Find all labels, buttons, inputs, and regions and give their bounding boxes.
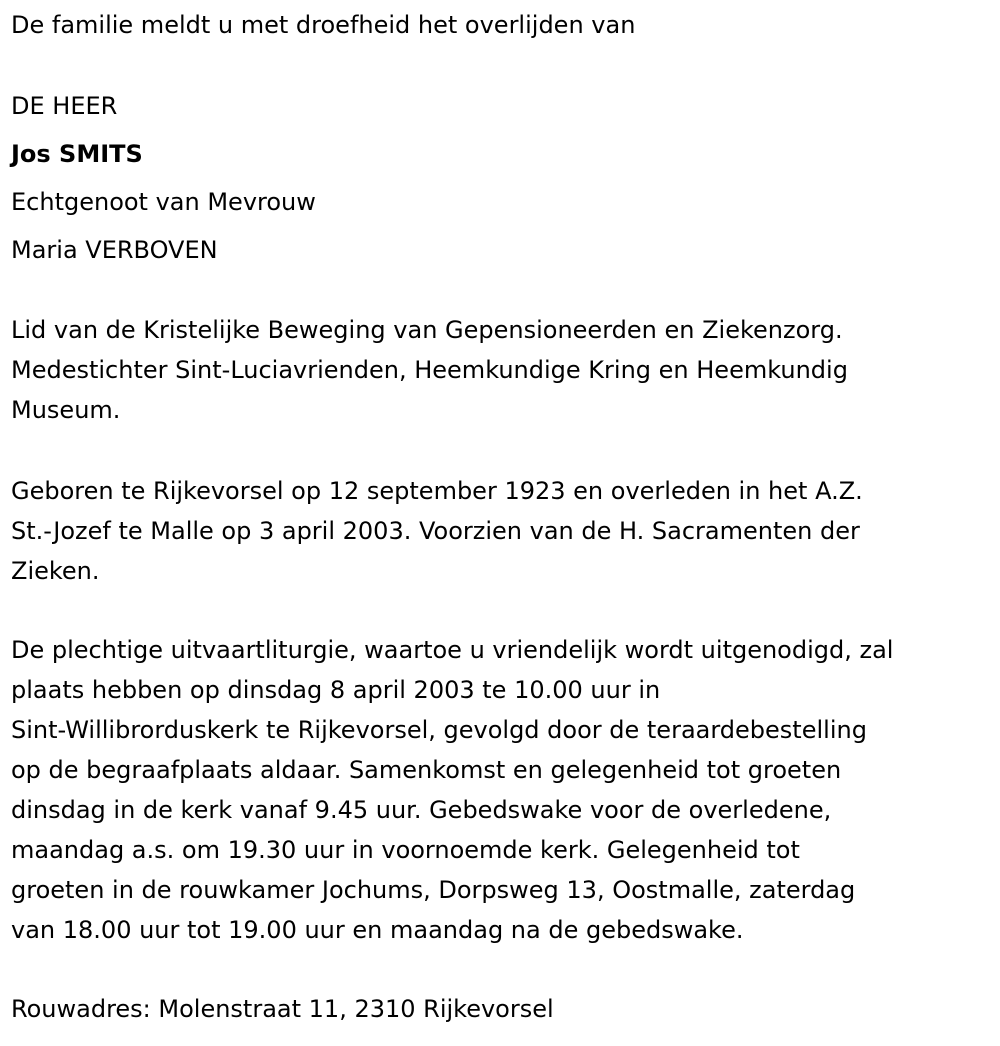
- memberships-line: Lid van de Kristelijke Beweging van Gepensioneerden en Ziekenzorg.: [11, 316, 843, 344]
- salutation: DE HEER: [11, 92, 118, 120]
- memberships-paragraph: [11, 310, 996, 430]
- funeral-paragraph: [11, 630, 996, 950]
- spouse-line-2: Maria VERBOVEN: [11, 236, 218, 264]
- funeral-line: De plechtige uitvaartliturgie, waartoe u vriendelijk wordt uitgenodigd, zal: [11, 636, 894, 664]
- funeral-line: maandag a.s. om 19.30 uur in voornoemde kerk. Gelegenheid tot: [11, 836, 800, 864]
- birth-death-paragraph: [11, 471, 996, 591]
- birth-death-line: Zieken.: [11, 557, 100, 585]
- memberships-line: Medestichter Sint-Luciavrienden, Heemkundige Kring en Heemkundig: [11, 356, 848, 384]
- intro-text: De familie meldt u met droefheid het overlijden van: [11, 11, 636, 39]
- condolence-address: Rouwadres: Molenstraat 11, 2310 Rijkevorsel: [11, 995, 554, 1023]
- birth-death-line: St.-Jozef te Malle op 3 april 2003. Voorzien van de H. Sacramenten der: [11, 517, 860, 545]
- spouse-line-1: Echtgenoot van Mevrouw: [11, 188, 316, 216]
- funeral-line: dinsdag in de kerk vanaf 9.45 uur. Gebedswake voor de overledene,: [11, 796, 832, 824]
- funeral-line: van 18.00 uur tot 19.00 uur en maandag na de gebedswake.: [11, 916, 744, 944]
- deceased-name: Jos SMITS: [11, 140, 143, 168]
- funeral-line: op de begraafplaats aldaar. Samenkomst en gelegenheid tot groeten: [11, 756, 842, 784]
- memberships-line: Museum.: [11, 396, 121, 424]
- funeral-line: Sint-Willibrorduskerk te Rijkevorsel, gevolgd door de teraardebestelling: [11, 716, 867, 744]
- birth-death-line: Geboren te Rijkevorsel op 12 september 1923 en overleden in het A.Z.: [11, 477, 863, 505]
- funeral-line: plaats hebben op dinsdag 8 april 2003 te 10.00 uur in: [11, 676, 661, 704]
- funeral-line: groeten in de rouwkamer Jochums, Dorpsweg 13, Oostmalle, zaterdag: [11, 876, 856, 904]
